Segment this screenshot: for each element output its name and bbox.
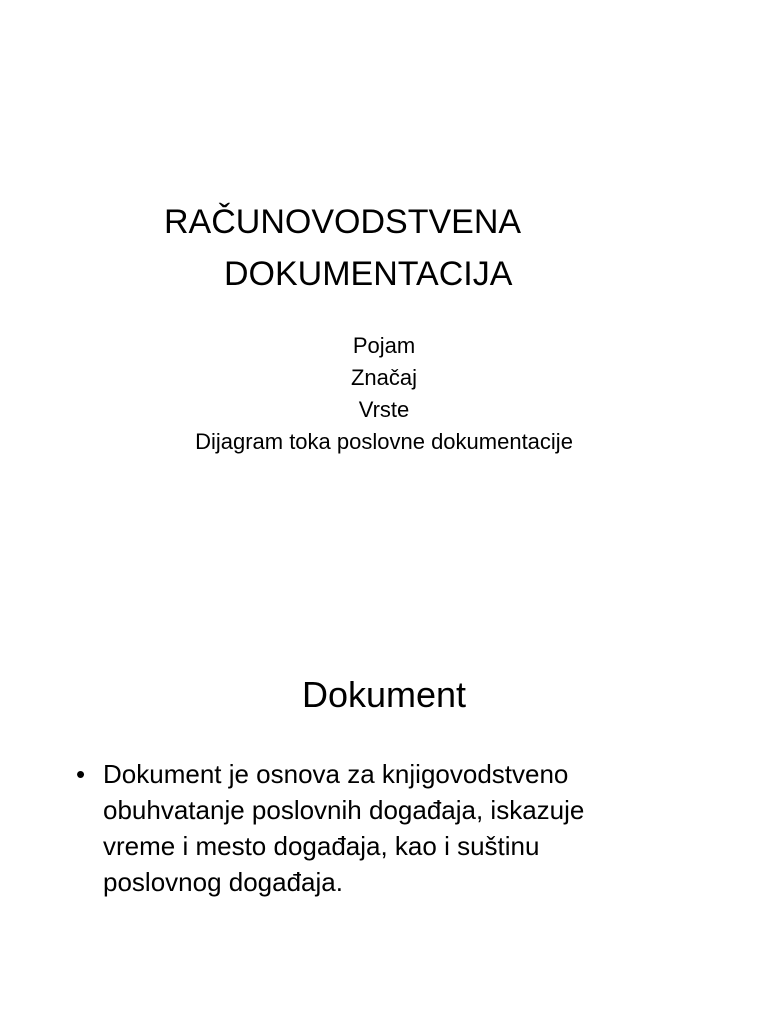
bullet-line-2: obuhvatanje poslovnih događaja, iskazuje: [103, 795, 585, 825]
slide-heading: Dokument: [301, 674, 467, 715]
slide-title-line-2: DOKUMENTACIJA: [224, 255, 513, 293]
subtitle-item-dijagram: Dijagram toka poslovne dokumentacije: [195, 429, 573, 454]
subtitle-item-pojam: Pojam: [352, 333, 416, 358]
slide-title-line-1: RAČUNOVODSTVENA: [164, 203, 522, 241]
bullet-line-4: poslovnog događaja.: [103, 867, 343, 897]
subtitle-item-znacaj: Značaj: [350, 365, 418, 390]
bullet-dot-icon: •: [76, 759, 86, 789]
bullet-line-1: Dokument je osnova za knjigovodstveno: [103, 759, 569, 789]
slide-subtitle-list: [0, 330, 768, 458]
bullet-item: [76, 756, 676, 900]
bullet-line-3: vreme i mesto događaja, kao i suštinu: [103, 831, 540, 861]
subtitle-item-vrste: Vrste: [358, 397, 410, 422]
